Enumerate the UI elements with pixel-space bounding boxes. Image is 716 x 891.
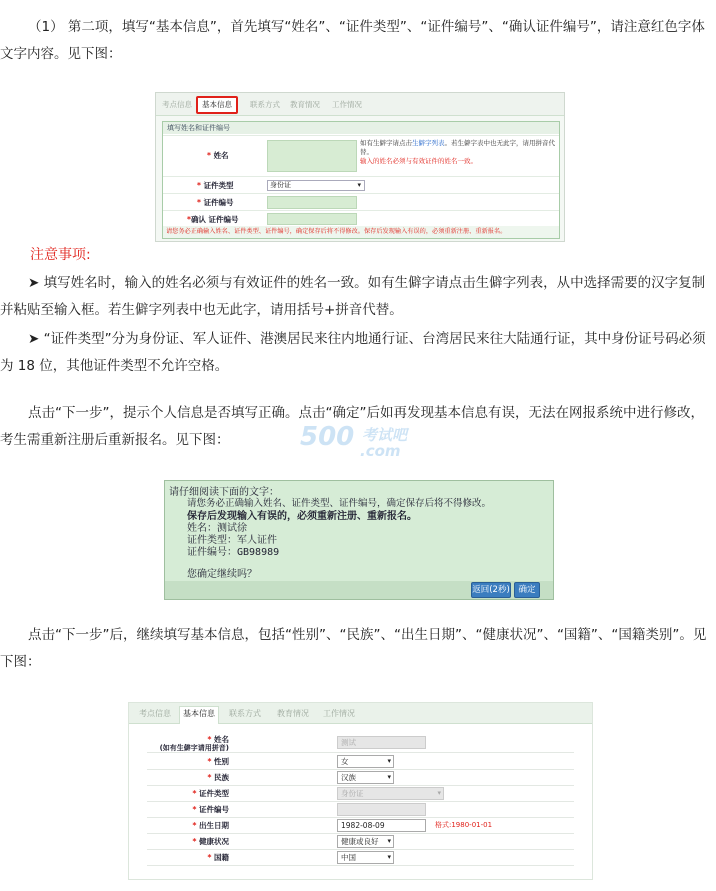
tab-basic-info[interactable]: 基本信息 <box>196 96 238 114</box>
dialog-id-type: 证件类型：军人证件 <box>187 535 277 546</box>
tab-work[interactable]: 工作情况 <box>332 100 362 109</box>
row-ethnic: * 民族 汉族 ▾ <box>147 769 574 786</box>
next-step-paragraph: 点击“下一步”，提示个人信息是否填写正确。点击“确定”后如再发现基本信息有误，无法在网报系统中进行修改，考生需重新注册后重新报名。见下图： <box>0 405 704 448</box>
row-country: * 国籍 中国 ▾ <box>147 849 574 866</box>
name-note: 如有生僻字请点击生僻字列表。若生僻字表中也无此字，请用拼音代替。 输入的姓名必须与有效证件的姓名一致。 <box>360 139 555 165</box>
ethnic-select[interactable]: 汉族 ▾ <box>337 771 394 784</box>
confirm-id-label: 确认 证件编号 <box>190 215 239 224</box>
form-row-confirm-id: *确认 证件编号 <box>163 210 559 226</box>
tab-basic-info[interactable]: 基本信息 <box>179 706 219 724</box>
chevron-down-icon: ▾ <box>387 837 391 845</box>
birth-label: 出生日期 <box>199 821 229 830</box>
row-gender: * 性别 女 ▾ <box>147 753 574 770</box>
bullet-arrow-icon: ➤ <box>28 331 40 347</box>
dialog-warning: 保存后发现输入有误的，必须重新注册、重新报名。 <box>187 511 417 522</box>
tab-contact[interactable]: 联系方式 <box>229 709 261 718</box>
dialog-line-2: 请您务必正确输入姓名、证件类型、证件编号，确定保存后将不得修改。 <box>187 498 492 509</box>
name-label: 姓名 <box>213 151 229 160</box>
confirm-button[interactable]: 确定 <box>514 582 540 598</box>
country-select[interactable]: 中国 ▾ <box>337 851 394 864</box>
tab-bar <box>129 703 592 724</box>
row-name: * 姓名 (如有生僻字请用拼音) 测试 <box>147 733 574 753</box>
name-note-warning: 输入的姓名必须与有效证件的姓名一致。 <box>360 157 477 165</box>
after-paragraph: 点击“下一步”后，继续填写基本信息，包括“性别”、“民族”、“出生日期”、“健康状况”、“国籍”、“国籍类别”。见下图： <box>0 627 707 670</box>
birth-date-input[interactable]: 1982-08-09 <box>337 819 426 832</box>
birth-format-hint: 格式:1980-01-01 <box>435 821 493 829</box>
name-label: 姓名 <box>214 735 229 744</box>
dialog-line-1: 请仔细阅读下面的文字： <box>169 487 279 498</box>
chevron-down-icon: ▾ <box>387 773 391 781</box>
country-label: 国籍 <box>214 853 229 862</box>
row-birth: * 出生日期 1982-08-09 格式:1980-01-01 <box>147 817 574 834</box>
chevron-down-icon: ▾ <box>387 853 391 861</box>
form-row-id-number: * 证件编号 <box>163 193 559 210</box>
health-label: 健康状况 <box>199 837 229 846</box>
tab-exam-site[interactable]: 考点信息 <box>162 100 192 109</box>
dialog-id-number: 证件编号：GB98989 <box>187 547 280 558</box>
chevron-down-icon: ▾ <box>387 757 391 765</box>
tab-work[interactable]: 工作情况 <box>323 709 355 718</box>
watermark-logo: 500 考试吧 .com <box>300 422 408 460</box>
tab-contact[interactable]: 联系方式 <box>250 100 280 109</box>
id-number-label: 证件编号 <box>199 805 229 814</box>
basic-info-form-screenshot <box>128 702 593 880</box>
basic-info-screenshot <box>155 92 565 242</box>
chevron-down-icon: ▾ <box>437 789 441 797</box>
intro-paragraph: （1） 第二项，填写“基本信息”，首先填写“姓名”、“证件类型”、“证件编号”、“确认证件编号”，请注意红色字体文字内容。见下图： <box>0 19 705 62</box>
dialog-name: 姓名：测试徐 <box>187 523 247 534</box>
form-row-id-type: * 证件类型 身份证 ▾ <box>163 176 559 193</box>
id-type-label: 证件类型 <box>199 789 229 798</box>
note-bullet-1: ➤ 填写姓名时，输入的姓名必须与有效证件的姓名一致。如有生僻字请点击生僻字列表，从中选择需要的汉字复制并粘贴至输入框。若生僻字列表中也无此字，请用括号+拼音代替。 <box>0 275 706 318</box>
tab-education[interactable]: 教育情况 <box>277 709 309 718</box>
gender-select[interactable]: 女 ▾ <box>337 755 394 768</box>
confirm-id-input[interactable] <box>267 213 357 225</box>
form-section-title: 填写姓名和证件编号 <box>163 122 559 134</box>
name-id-form <box>162 121 560 239</box>
id-type-select[interactable]: 身份证 ▾ <box>267 180 365 191</box>
gender-label: 性别 <box>214 757 229 766</box>
row-id-type: * 证件类型 身份证 ▾ <box>147 785 574 802</box>
back-button[interactable]: 返回(2秒) <box>471 582 511 598</box>
name-sublabel: (如有生僻字请用拼音) <box>159 744 229 752</box>
confirm-dialog-screenshot <box>164 480 554 600</box>
tab-exam-site[interactable]: 考点信息 <box>139 709 171 718</box>
id-number-label: 证件编号 <box>203 198 234 207</box>
id-number-input[interactable] <box>337 803 426 816</box>
row-health: * 健康状况 健康或良好 ▾ <box>147 833 574 850</box>
bullet-arrow-icon: ➤ <box>28 275 40 291</box>
name-input[interactable] <box>267 140 357 172</box>
chevron-down-icon: ▾ <box>357 181 361 189</box>
health-select[interactable]: 健康或良好 ▾ <box>337 835 394 848</box>
tab-bar <box>156 93 564 116</box>
note-bullet-2: ➤ “证件类型”分为身份证、军人证件、港澳居民来往内地通行证、台湾居民来往大陆通行证，其中身份证号码必须为 18 位，其他证件类型不允许空格。 <box>0 331 706 374</box>
tab-education[interactable]: 教育情况 <box>290 100 320 109</box>
notes-title: 注意事项: <box>30 247 91 263</box>
form-footer-warning: 请您务必正确输入姓名、证件类型、证件编号，确定保存后将不得修改。保存后发现输入有误的，必须重新注册、重新报名。 <box>163 226 559 238</box>
required-star: * <box>207 151 211 160</box>
id-type-label: 证件类型 <box>203 181 234 190</box>
row-id-number: * 证件编号 <box>147 801 574 818</box>
rare-char-link[interactable]: 生僻字列表 <box>412 139 445 147</box>
name-input[interactable]: 测试 <box>337 736 426 749</box>
id-type-select[interactable]: 身份证 ▾ <box>337 787 444 800</box>
id-number-input[interactable] <box>267 196 357 209</box>
ethnic-label: 民族 <box>214 773 229 782</box>
form-row-name <box>163 135 559 176</box>
dialog-question: 您确定继续吗？ <box>187 569 257 580</box>
